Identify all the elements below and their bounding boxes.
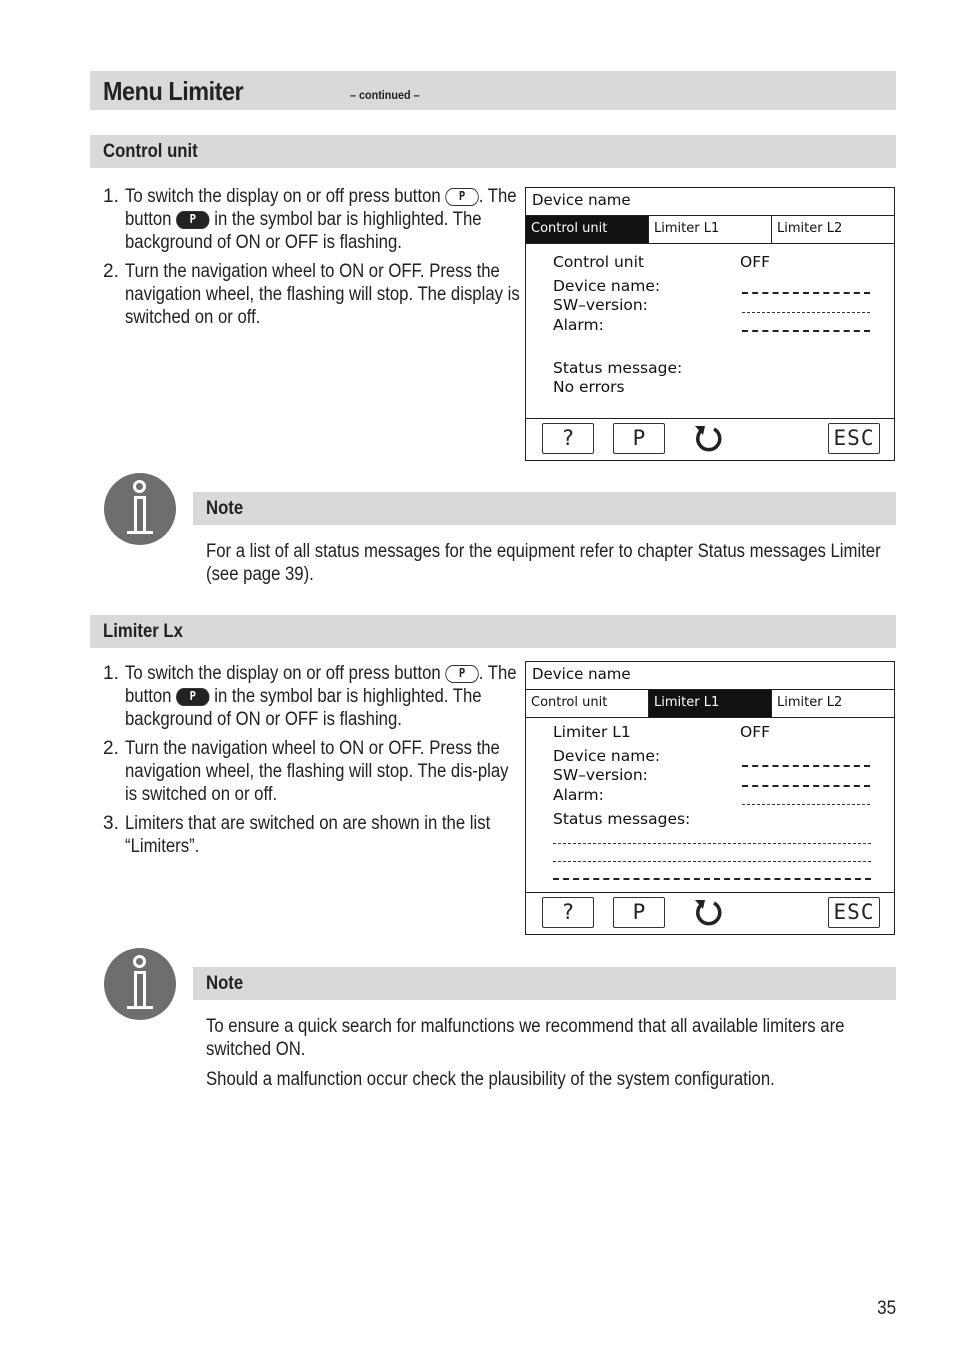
step-text	[125, 185, 521, 254]
step-list-limiter-lx	[103, 662, 523, 864]
screen-row-value[interactable]: OFF	[740, 253, 771, 271]
screen-title: Device name	[526, 188, 894, 216]
field-alarm: Alarm:	[553, 786, 604, 804]
tab-limiter-l1[interactable]: Limiter L1	[648, 690, 771, 717]
screen-tabs	[526, 216, 894, 244]
step-item	[103, 812, 523, 858]
placeholder-dashes	[742, 312, 870, 313]
esc-key[interactable]: ESC	[828, 423, 880, 454]
section-heading-label: Control unit	[103, 141, 198, 162]
note-heading-label: Note	[206, 498, 244, 519]
display-screen-limiter-lx	[525, 661, 895, 935]
p-button-icon: P	[445, 188, 478, 206]
placeholder-dashes	[742, 292, 870, 294]
step-text: Turn the navigation wheel to ON or OFF. Press the navigation wheel, the flashing will stop. The dis-play is switched on or off.	[125, 738, 509, 805]
step-text-part: To switch the display on or off press button	[125, 186, 441, 207]
screen-tabs	[526, 690, 894, 718]
step-text	[125, 662, 521, 731]
step-text: Limiters that are switched on are shown in the list “Limiters”.	[125, 813, 491, 857]
note-heading	[193, 492, 896, 525]
step-text-part: . The button	[125, 663, 517, 707]
tab-control-unit[interactable]: Control unit	[526, 216, 648, 243]
tab-limiter-l2[interactable]: Limiter L2	[771, 690, 894, 717]
p-button-icon: P	[445, 665, 478, 683]
screen-row-label: Control unit	[553, 253, 644, 271]
step-item	[103, 260, 523, 329]
screen-title: Device name	[526, 662, 894, 690]
step-text-part: in the symbol bar is highlighted. The background of ON or OFF is flashing.	[125, 209, 482, 253]
page-header	[90, 71, 896, 110]
placeholder-dashes	[553, 843, 871, 844]
step-item	[103, 185, 523, 254]
page-subtitle: – continued –	[350, 88, 420, 102]
display-screen-control-unit	[525, 187, 895, 461]
step-text: Turn the navigation wheel to ON or OFF. Press the navigation wheel, the flashing will stop. The display is switched on or off.	[125, 261, 520, 328]
field-sw-version: SW–version:	[553, 766, 648, 784]
step-number: 2.	[103, 738, 119, 759]
placeholder-dashes	[742, 804, 870, 805]
field-alarm: Alarm:	[553, 316, 604, 334]
step-number: 3.	[103, 813, 119, 834]
section-heading-control-unit	[90, 135, 896, 168]
note-paragraph: Should a malfunction occur check the plausibility of the system configuration.	[206, 1069, 775, 1090]
p-button-filled-icon: P	[176, 211, 209, 229]
help-key[interactable]: ?	[542, 897, 594, 928]
step-text-part: . The button	[125, 186, 517, 230]
field-device-name: Device name:	[553, 277, 661, 295]
step-number: 1.	[103, 186, 119, 207]
p-key[interactable]: P	[613, 423, 665, 454]
esc-key[interactable]: ESC	[828, 897, 880, 928]
section-heading-limiter-lx	[90, 615, 896, 648]
note-heading-label: Note	[206, 973, 244, 994]
step-item	[103, 737, 523, 806]
symbol-bar	[526, 418, 894, 460]
page-title: Menu Limiter	[103, 76, 244, 106]
info-icon	[104, 948, 176, 1020]
tab-limiter-l2[interactable]: Limiter L2	[771, 216, 894, 243]
placeholder-dashes	[553, 878, 871, 880]
placeholder-dashes	[553, 861, 871, 862]
step-text-part: in the symbol bar is highlighted. The background of ON or OFF is flashing.	[125, 686, 482, 730]
tab-control-unit[interactable]: Control unit	[531, 695, 608, 710]
step-list-control-unit	[103, 185, 523, 335]
placeholder-dashes	[742, 785, 870, 787]
help-key[interactable]: ?	[542, 423, 594, 454]
placeholder-dashes	[742, 765, 870, 767]
step-number: 1.	[103, 663, 119, 684]
p-button-filled-icon: P	[176, 688, 209, 706]
refresh-icon[interactable]	[692, 895, 726, 926]
note-body	[206, 540, 886, 593]
tab-limiter-l1[interactable]: Limiter L1	[648, 216, 771, 243]
step-text-part: To switch the display on or off press button	[125, 663, 441, 684]
page-number: 35	[876, 1298, 896, 1319]
p-key[interactable]: P	[613, 897, 665, 928]
symbol-bar	[526, 892, 894, 934]
note-paragraph: For a list of all status messages for the equipment refer to chapter Status messages Limiter (see page 39).	[206, 541, 881, 585]
status-value: No errors	[553, 378, 625, 396]
note-paragraph: To ensure a quick search for malfunctions we recommend that all available limiters are switched ON.	[206, 1016, 845, 1060]
note-heading	[193, 967, 896, 1000]
section-heading-label: Limiter Lx	[103, 621, 183, 642]
refresh-icon[interactable]	[692, 421, 726, 452]
screen-row-value[interactable]: OFF	[740, 723, 771, 741]
field-sw-version: SW–version:	[553, 296, 648, 314]
info-icon	[104, 473, 176, 545]
screen-row-label: Limiter L1	[553, 723, 631, 741]
status-label: Status messages:	[553, 810, 691, 828]
note-body	[206, 1015, 886, 1098]
step-number: 2.	[103, 261, 119, 282]
step-item	[103, 662, 523, 731]
placeholder-dashes	[742, 330, 870, 332]
status-label: Status message:	[553, 359, 683, 377]
field-device-name: Device name:	[553, 747, 661, 765]
